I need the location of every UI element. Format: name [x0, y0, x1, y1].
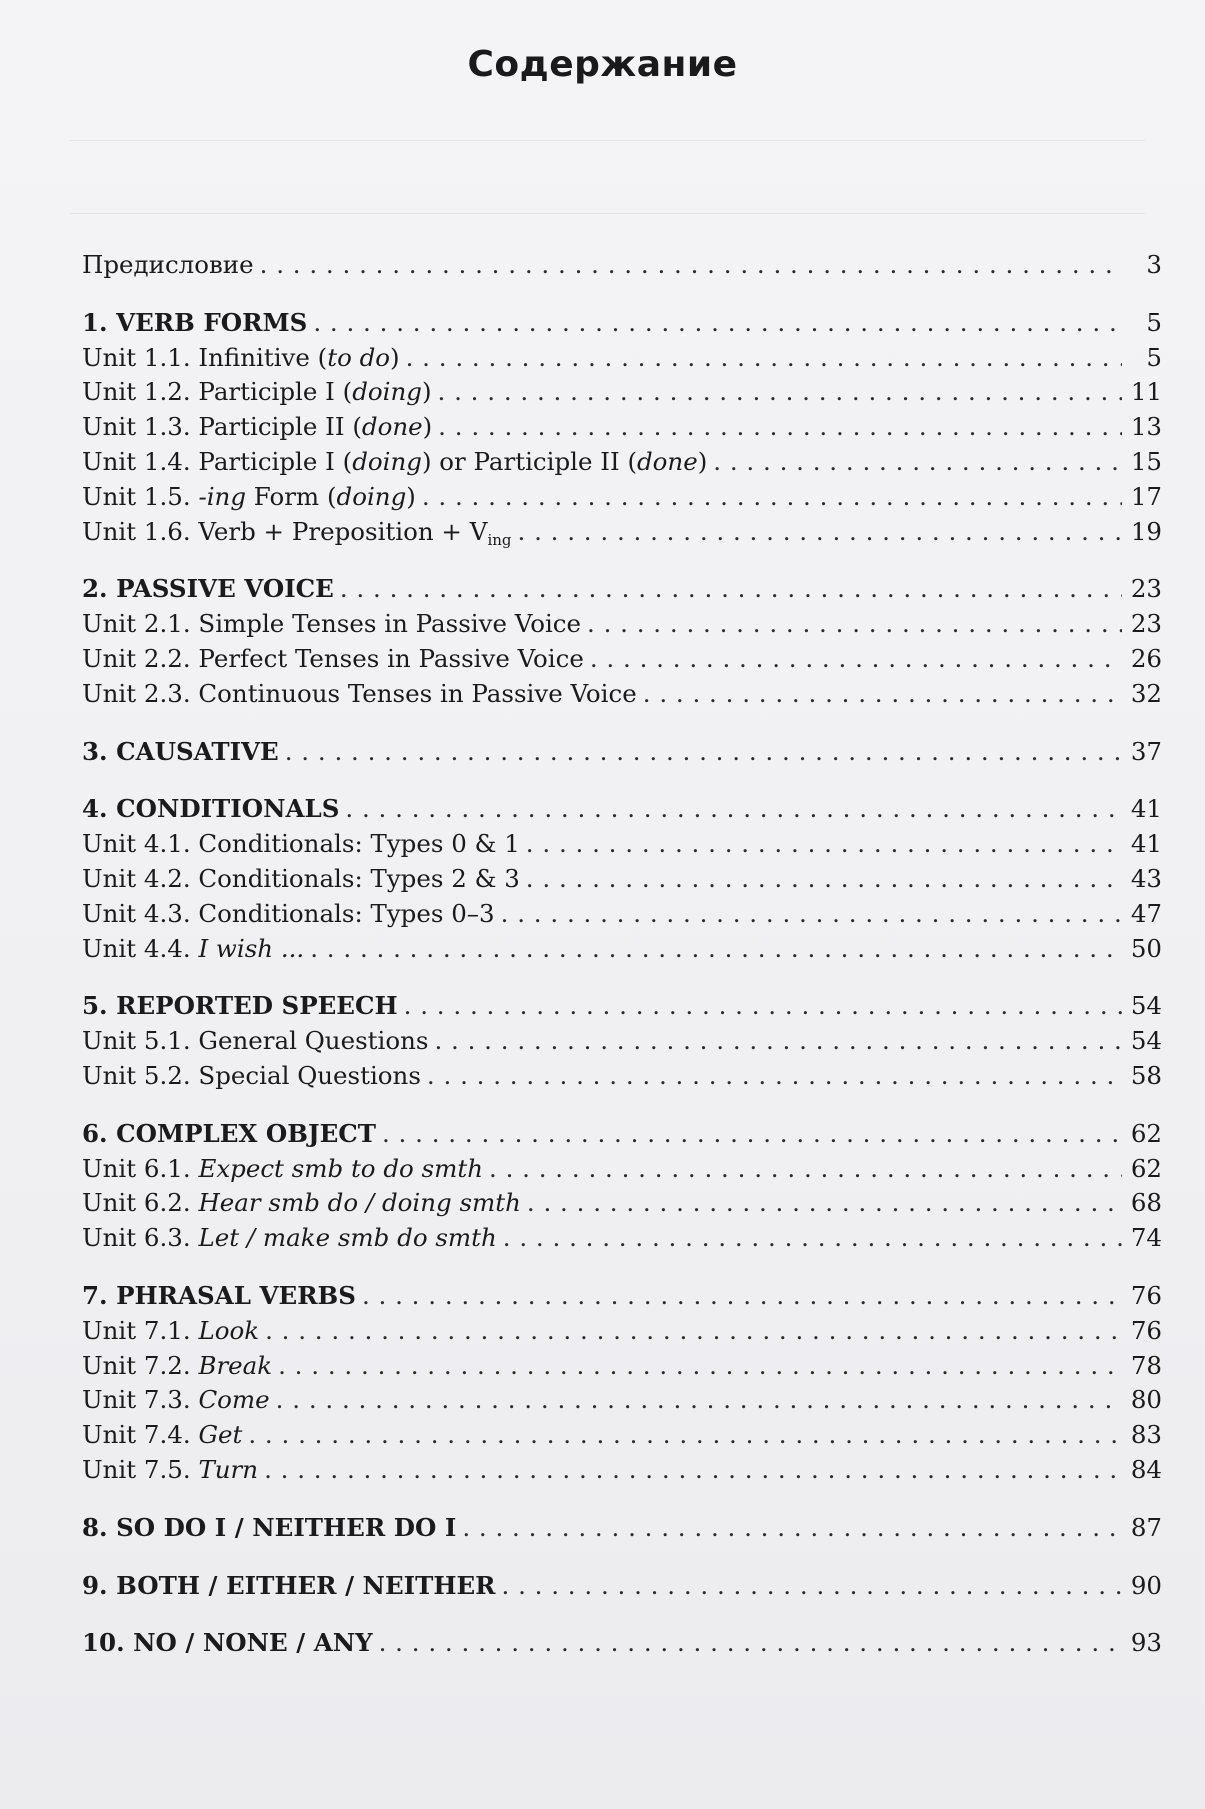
- page-number: 3: [1146, 250, 1162, 279]
- toc-entry[interactable]: [82, 1024, 1162, 1059]
- toc-section: [82, 1511, 1162, 1546]
- toc-entry-title: Unit 6.2. Hear smb do / doing smth: [82, 1188, 521, 1218]
- page-title: Содержание: [467, 44, 738, 85]
- page-number: 15: [1130, 446, 1162, 476]
- page-number: 78: [1130, 1350, 1162, 1380]
- toc-section: [82, 1117, 1162, 1256]
- toc-section: [82, 248, 1162, 283]
- toc-entry[interactable]: [82, 410, 1162, 445]
- page-number: 13: [1130, 412, 1162, 442]
- toc-entry-title: Unit 5.2. Special Questions: [82, 1060, 421, 1090]
- page-number: 17: [1130, 481, 1162, 511]
- toc-entry-title: Unit 7.5. Turn: [82, 1454, 259, 1484]
- toc-entry[interactable]: [82, 248, 1162, 283]
- page-number: 32: [1130, 678, 1162, 708]
- page-number: 47: [1130, 898, 1162, 928]
- toc-entry-title: 2. PASSIVE VOICE: [82, 574, 334, 604]
- toc-entry-title: Unit 4.2. Conditionals: Types 2 & 3: [82, 863, 520, 893]
- toc-section: [82, 306, 1162, 550]
- dot-leader: [526, 827, 1122, 862]
- page-number: 54: [1130, 991, 1162, 1021]
- toc-entry-title: 9. BOTH / EITHER / NEITHER: [82, 1570, 496, 1600]
- toc-entry-title: Unit 1.6. Verb + Preposition + $V_{ing}$: [82, 516, 512, 549]
- toc-entry-title: Unit 1.3. Participle II (done): [82, 412, 433, 442]
- toc-entry-title: Unit 4.3. Conditionals: Types 0–3: [82, 898, 495, 928]
- toc-entry[interactable]: [82, 1314, 1162, 1349]
- toc-entry[interactable]: [82, 1221, 1162, 1256]
- page-number: 11: [1130, 377, 1162, 407]
- page-number: 5: [1146, 307, 1162, 337]
- dot-leader: [713, 445, 1122, 480]
- page-number: 54: [1130, 1026, 1162, 1056]
- dot-leader: [434, 1024, 1122, 1059]
- toc-entry[interactable]: [82, 607, 1162, 642]
- toc-entry-title: 4. CONDITIONALS: [82, 794, 340, 824]
- dot-leader: [313, 306, 1122, 341]
- toc-entry[interactable]: [82, 1453, 1162, 1488]
- toc-entry-title: 10. NO / NONE / ANY: [82, 1628, 373, 1658]
- toc-entry-title: 8. SO DO I / NEITHER DO I: [82, 1512, 457, 1542]
- toc-section: [82, 572, 1162, 711]
- page-number: 93: [1130, 1628, 1162, 1658]
- toc-section-heading[interactable]: [82, 1279, 1162, 1314]
- toc-entry[interactable]: [82, 515, 1162, 550]
- toc-entry-title: Unit 1.1. Infinitive (to do): [82, 342, 400, 372]
- page-number: 90: [1130, 1570, 1162, 1600]
- toc-entry[interactable]: [82, 1059, 1162, 1094]
- toc-entry-title: Unit 4.1. Conditionals: Types 0 & 1: [82, 829, 520, 859]
- dot-leader: [379, 1626, 1122, 1661]
- toc-entry-title: Unit 5.1. General Questions: [82, 1026, 429, 1056]
- toc-entry-title: Предисловие: [82, 250, 254, 279]
- page-number: 76: [1130, 1280, 1162, 1310]
- toc-entry-title: 1. VERB FORMS: [82, 307, 308, 337]
- dot-leader: [406, 341, 1122, 376]
- toc-section: [82, 1626, 1162, 1661]
- dot-leader: [427, 1059, 1122, 1094]
- dot-leader: [310, 932, 1122, 967]
- dot-leader: [276, 1383, 1122, 1418]
- toc-entry-title: 7. PHRASAL VERBS: [82, 1280, 356, 1310]
- dot-leader: [587, 607, 1122, 642]
- toc-entry-title: Unit 4.4. I wish ...: [82, 933, 305, 963]
- toc-entry[interactable]: [82, 375, 1162, 410]
- dot-leader: [438, 375, 1122, 410]
- toc-entry-title: Unit 7.4. Get: [82, 1420, 243, 1450]
- dot-leader: [345, 792, 1122, 827]
- page-number: 5: [1146, 342, 1162, 372]
- toc-entry-title: Unit 2.3. Continuous Tenses in Passive Voice: [82, 678, 637, 708]
- toc-section-heading[interactable]: [82, 792, 1162, 827]
- toc-entry[interactable]: [82, 897, 1162, 932]
- dot-leader: [265, 1314, 1122, 1349]
- dot-leader: [526, 862, 1122, 897]
- dot-leader: [501, 897, 1122, 932]
- toc-entry[interactable]: [82, 445, 1162, 480]
- page-number: 23: [1130, 574, 1162, 604]
- toc-entry[interactable]: [82, 1349, 1162, 1384]
- toc-entry-title: Unit 7.1. Look: [82, 1315, 260, 1345]
- toc-section: [82, 735, 1162, 770]
- page-number: 87: [1130, 1512, 1162, 1542]
- toc-section-heading[interactable]: [82, 1117, 1162, 1152]
- page-number: 37: [1130, 736, 1162, 766]
- toc-entry-title: Unit 1.2. Participle I (doing): [82, 377, 432, 407]
- dot-leader: [404, 989, 1122, 1024]
- toc-entry-title: 6. COMPLEX OBJECT: [82, 1118, 376, 1148]
- page-number: 41: [1130, 829, 1162, 859]
- toc-section-heading[interactable]: [82, 1569, 1162, 1604]
- table-of-contents: [82, 248, 1162, 1684]
- dot-leader: [462, 1511, 1122, 1546]
- toc-section-heading[interactable]: [82, 989, 1162, 1024]
- toc-entry-title: Unit 1.5. -ing Form (doing): [82, 481, 416, 511]
- page-number: 43: [1130, 863, 1162, 893]
- dot-leader: [503, 1221, 1122, 1256]
- toc-entry[interactable]: [82, 862, 1162, 897]
- toc-entry[interactable]: [82, 677, 1162, 712]
- toc-entry[interactable]: [82, 642, 1162, 677]
- toc-entry-title: Unit 7.2. Break: [82, 1350, 273, 1380]
- page-number: 68: [1130, 1188, 1162, 1218]
- toc-entry-title: 5. REPORTED SPEECH: [82, 991, 398, 1021]
- toc-entry-title: Unit 1.4. Participle I (doing) or Participle II (done): [82, 446, 708, 476]
- bleed-through-line: [70, 213, 1145, 214]
- page-number: 83: [1130, 1420, 1162, 1450]
- toc-entry[interactable]: [82, 827, 1162, 862]
- dot-leader: [643, 677, 1122, 712]
- dot-leader: [278, 1349, 1122, 1384]
- dot-leader: [590, 642, 1122, 677]
- page-number: 58: [1130, 1060, 1162, 1090]
- toc-entry[interactable]: [82, 1186, 1162, 1221]
- toc-entry[interactable]: [82, 341, 1162, 376]
- toc-entry[interactable]: [82, 480, 1162, 515]
- toc-section: [82, 792, 1162, 966]
- dot-leader: [260, 248, 1122, 283]
- toc-entry-title: Unit 2.2. Perfect Tenses in Passive Voice: [82, 643, 584, 673]
- dot-leader: [264, 1453, 1122, 1488]
- toc-section: [82, 1569, 1162, 1604]
- dot-leader: [527, 1186, 1122, 1221]
- toc-entry-title: Unit 6.1. Expect smb to do smth: [82, 1153, 483, 1183]
- page-number: 74: [1130, 1223, 1162, 1253]
- toc-entry-title: Unit 2.1. Simple Tenses in Passive Voice: [82, 609, 581, 639]
- toc-section-heading[interactable]: [82, 572, 1162, 607]
- dot-leader: [382, 1117, 1122, 1152]
- bleed-through-line: [70, 140, 1145, 141]
- toc-entry[interactable]: [82, 1383, 1162, 1418]
- dot-leader: [340, 572, 1122, 607]
- toc-entry[interactable]: [82, 1418, 1162, 1453]
- toc-section: [82, 989, 1162, 1093]
- page-number: 23: [1130, 609, 1162, 639]
- toc-entry-title: 3. CAUSATIVE: [82, 736, 279, 766]
- page-number: 19: [1130, 516, 1162, 546]
- page-number: 80: [1130, 1385, 1162, 1415]
- toc-section-heading[interactable]: [82, 735, 1162, 770]
- page-number: 26: [1130, 643, 1162, 673]
- dot-leader: [362, 1279, 1122, 1314]
- page-number: 76: [1130, 1315, 1162, 1345]
- toc-section-heading[interactable]: [82, 1511, 1162, 1546]
- page-number: 50: [1130, 933, 1162, 963]
- toc-entry-title: Unit 6.3. Let / make smb do smth: [82, 1223, 497, 1253]
- toc-section: [82, 1279, 1162, 1488]
- dot-leader: [422, 480, 1122, 515]
- page-number: 62: [1130, 1118, 1162, 1148]
- toc-section-heading[interactable]: [82, 1626, 1162, 1661]
- dot-leader: [518, 515, 1123, 550]
- dot-leader: [438, 410, 1122, 445]
- toc-section-heading[interactable]: [82, 306, 1162, 341]
- dot-leader: [285, 735, 1122, 770]
- page-number: 41: [1130, 794, 1162, 824]
- dot-leader: [248, 1418, 1122, 1453]
- toc-entry-title: Unit 7.3. Come: [82, 1385, 270, 1415]
- page-number: 84: [1130, 1454, 1162, 1484]
- dot-leader: [489, 1152, 1122, 1187]
- toc-entry[interactable]: [82, 932, 1162, 967]
- dot-leader: [502, 1569, 1123, 1604]
- toc-entry[interactable]: [82, 1152, 1162, 1187]
- page-number: 62: [1130, 1153, 1162, 1183]
